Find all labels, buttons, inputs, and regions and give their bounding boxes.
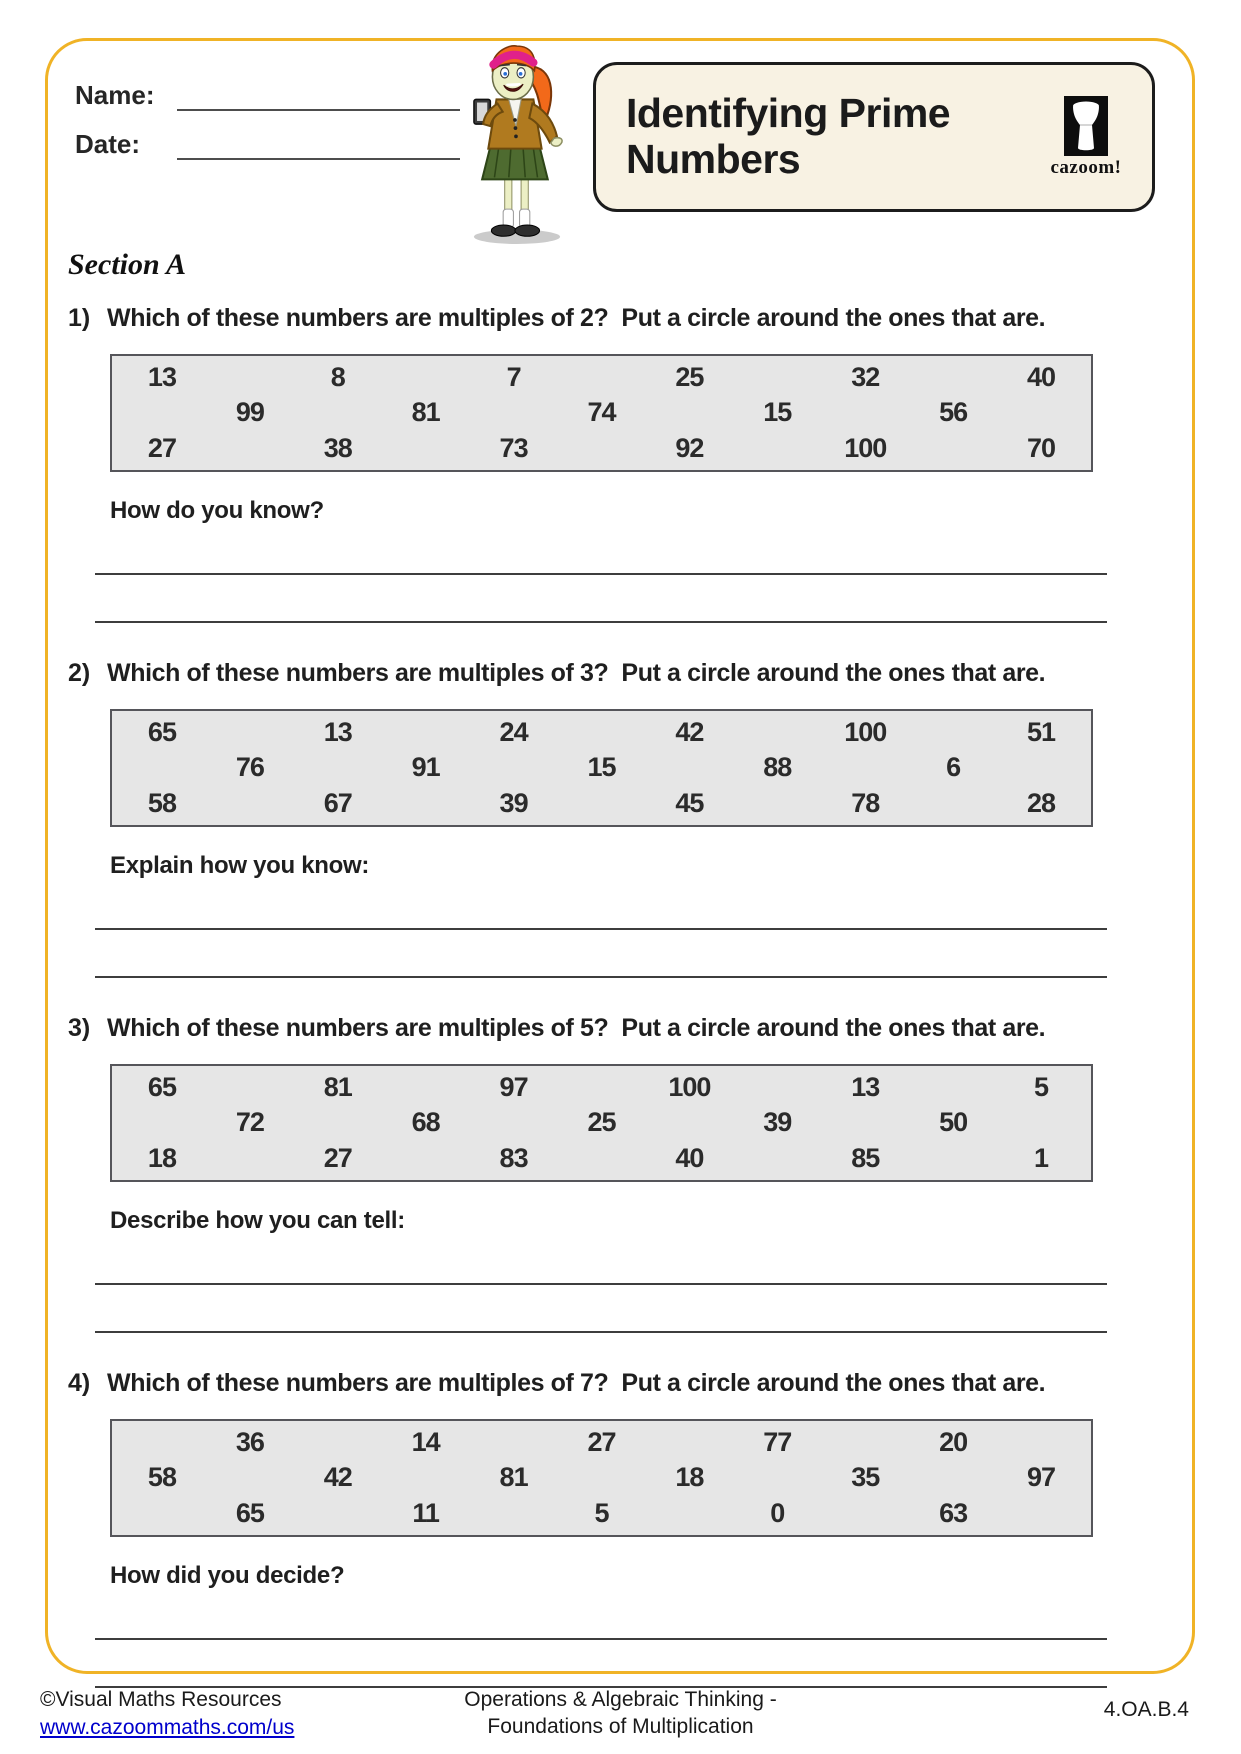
answer-prompt: How did you decide? [110, 1562, 345, 1589]
footer-standard-code: 4.OA.B.4 [1103, 1698, 1189, 1721]
number-grid [110, 1419, 1093, 1537]
grid-number[interactable]: 78 [851, 787, 880, 818]
grid-number[interactable]: 63 [939, 1497, 968, 1528]
grid-number[interactable]: 65 [235, 1497, 264, 1528]
grid-number[interactable]: 36 [235, 1427, 264, 1458]
name-label: Name: [75, 80, 155, 110]
question-text: Which of these numbers are multiples of 7? Put a circle around the ones that are. [107, 1369, 1046, 1397]
grid-number[interactable]: 97 [1027, 1462, 1056, 1493]
answer-line[interactable] [95, 976, 1107, 978]
grid-number[interactable]: 100 [844, 717, 887, 748]
grid-number[interactable]: 100 [668, 1072, 711, 1103]
grid-number[interactable]: 5 [594, 1497, 609, 1528]
grid-number[interactable]: 97 [499, 1072, 528, 1103]
answer-prompt: Describe how you can tell: [110, 1207, 405, 1234]
answer-line[interactable] [95, 928, 1107, 930]
grid-number[interactable]: 27 [147, 432, 176, 463]
worksheet-title: Identifying Prime Numbers [626, 90, 951, 182]
answer-line[interactable] [95, 621, 1107, 623]
grid-number[interactable]: 18 [147, 1142, 176, 1173]
grid-number[interactable]: 91 [411, 752, 440, 783]
section-heading: Section A [68, 248, 187, 281]
number-grid [110, 354, 1093, 472]
answer-prompt: Explain how you know: [110, 852, 370, 879]
section-a [68, 248, 1128, 1724]
question-text: Which of these numbers are multiples of 3? Put a circle around the ones that are. [107, 659, 1046, 687]
footer-subject-line2: Foundations of Multiplication [487, 1715, 754, 1739]
answer-line[interactable] [95, 1638, 1107, 1640]
grid-number[interactable]: 65 [147, 717, 176, 748]
grid-number[interactable]: 56 [939, 397, 968, 428]
grid-number[interactable]: 39 [499, 787, 528, 818]
grid-number[interactable]: 24 [499, 717, 528, 748]
grid-number[interactable]: 8 [330, 362, 345, 393]
grid-number[interactable]: 83 [499, 1142, 528, 1173]
question-text: Which of these numbers are multiples of 5? Put a circle around the ones that are. [107, 1014, 1046, 1042]
grid-number[interactable]: 81 [323, 1072, 352, 1103]
grid-number[interactable]: 13 [323, 717, 352, 748]
grid-number[interactable]: 11 [412, 1497, 439, 1528]
question-number: 1) [68, 304, 91, 332]
grid-number[interactable]: 0 [770, 1497, 785, 1528]
schoolgirl-icon [452, 40, 582, 245]
footer-subject-line1: Operations & Algebraic Thinking - [464, 1688, 777, 1711]
cazoom-logo [1040, 96, 1132, 179]
grid-number[interactable]: 1 [1034, 1142, 1049, 1173]
grid-number[interactable]: 14 [411, 1427, 440, 1458]
grid-number[interactable]: 42 [323, 1462, 352, 1493]
grid-number[interactable]: 76 [235, 752, 264, 783]
grid-number[interactable]: 15 [763, 397, 792, 428]
grid-number[interactable]: 85 [851, 1142, 880, 1173]
answer-prompt: How do you know? [110, 497, 324, 524]
question-number: 3) [68, 1014, 91, 1042]
drum-icon [1064, 96, 1108, 156]
question-1 [68, 304, 1128, 623]
grid-number[interactable]: 72 [235, 1107, 264, 1138]
name-date-block [75, 80, 460, 178]
grid-number[interactable]: 68 [411, 1107, 440, 1138]
grid-number[interactable]: 77 [763, 1427, 792, 1458]
grid-number[interactable]: 39 [763, 1107, 792, 1138]
title-box [593, 62, 1155, 212]
grid-number[interactable]: 13 [147, 362, 176, 393]
grid-number[interactable]: 40 [675, 1142, 704, 1173]
grid-number[interactable]: 18 [675, 1462, 704, 1493]
number-grid [110, 1064, 1093, 1182]
grid-number[interactable]: 42 [675, 717, 704, 748]
grid-number[interactable]: 100 [844, 432, 887, 463]
grid-number[interactable]: 65 [147, 1072, 176, 1103]
question-text: Which of these numbers are multiples of 2? Put a circle around the ones that are. [107, 304, 1046, 332]
grid-number[interactable]: 92 [675, 432, 704, 463]
grid-number[interactable]: 99 [235, 397, 264, 428]
grid-number[interactable]: 25 [587, 1107, 616, 1138]
grid-number[interactable]: 67 [323, 787, 352, 818]
grid-number[interactable]: 38 [323, 432, 352, 463]
answer-line[interactable] [95, 573, 1107, 575]
date-label: Date: [75, 129, 141, 159]
question-3 [68, 1014, 1128, 1333]
grid-number[interactable]: 58 [147, 1462, 176, 1493]
grid-number[interactable]: 45 [675, 787, 704, 818]
grid-number[interactable]: 5 [1034, 1072, 1049, 1103]
name-field-line[interactable] [177, 85, 460, 111]
answer-line[interactable] [95, 1283, 1107, 1285]
grid-number[interactable]: 27 [323, 1142, 352, 1173]
footer-link[interactable]: www.cazoommaths.com/us [40, 1716, 295, 1740]
question-2 [68, 659, 1128, 978]
footer-subject [0, 1686, 1241, 1741]
answer-line[interactable] [95, 1331, 1107, 1333]
grid-number[interactable]: 13 [851, 1072, 880, 1103]
grid-number[interactable]: 32 [851, 362, 880, 393]
grid-number[interactable]: 51 [1027, 717, 1056, 748]
student-character-illustration [452, 40, 582, 245]
grid-number[interactable]: 20 [939, 1427, 968, 1458]
grid-number[interactable]: 88 [763, 752, 792, 783]
grid-number[interactable]: 50 [939, 1107, 968, 1138]
grid-number[interactable]: 73 [499, 432, 528, 463]
grid-number[interactable]: 81 [411, 397, 440, 428]
grid-number[interactable]: 35 [851, 1462, 880, 1493]
grid-number[interactable]: 70 [1027, 432, 1056, 463]
grid-number[interactable]: 40 [1027, 362, 1056, 393]
logo-wordmark: cazoom! [1050, 156, 1122, 178]
grid-number[interactable]: 74 [587, 397, 616, 428]
grid-number[interactable]: 28 [1027, 787, 1056, 818]
footer-copyright: ©Visual Maths Resources [40, 1688, 282, 1711]
question-4 [68, 1369, 1128, 1688]
number-grid [110, 709, 1093, 827]
grid-number[interactable]: 7 [506, 362, 521, 393]
grid-number[interactable]: 15 [587, 752, 616, 783]
question-number: 4) [68, 1369, 91, 1397]
grid-number[interactable]: 58 [147, 787, 176, 818]
question-number: 2) [68, 659, 91, 687]
grid-number[interactable]: 27 [587, 1427, 616, 1458]
grid-number[interactable]: 81 [499, 1462, 528, 1493]
grid-number[interactable]: 25 [675, 362, 704, 393]
grid-number[interactable]: 6 [946, 752, 961, 783]
date-field-line[interactable] [177, 134, 460, 160]
